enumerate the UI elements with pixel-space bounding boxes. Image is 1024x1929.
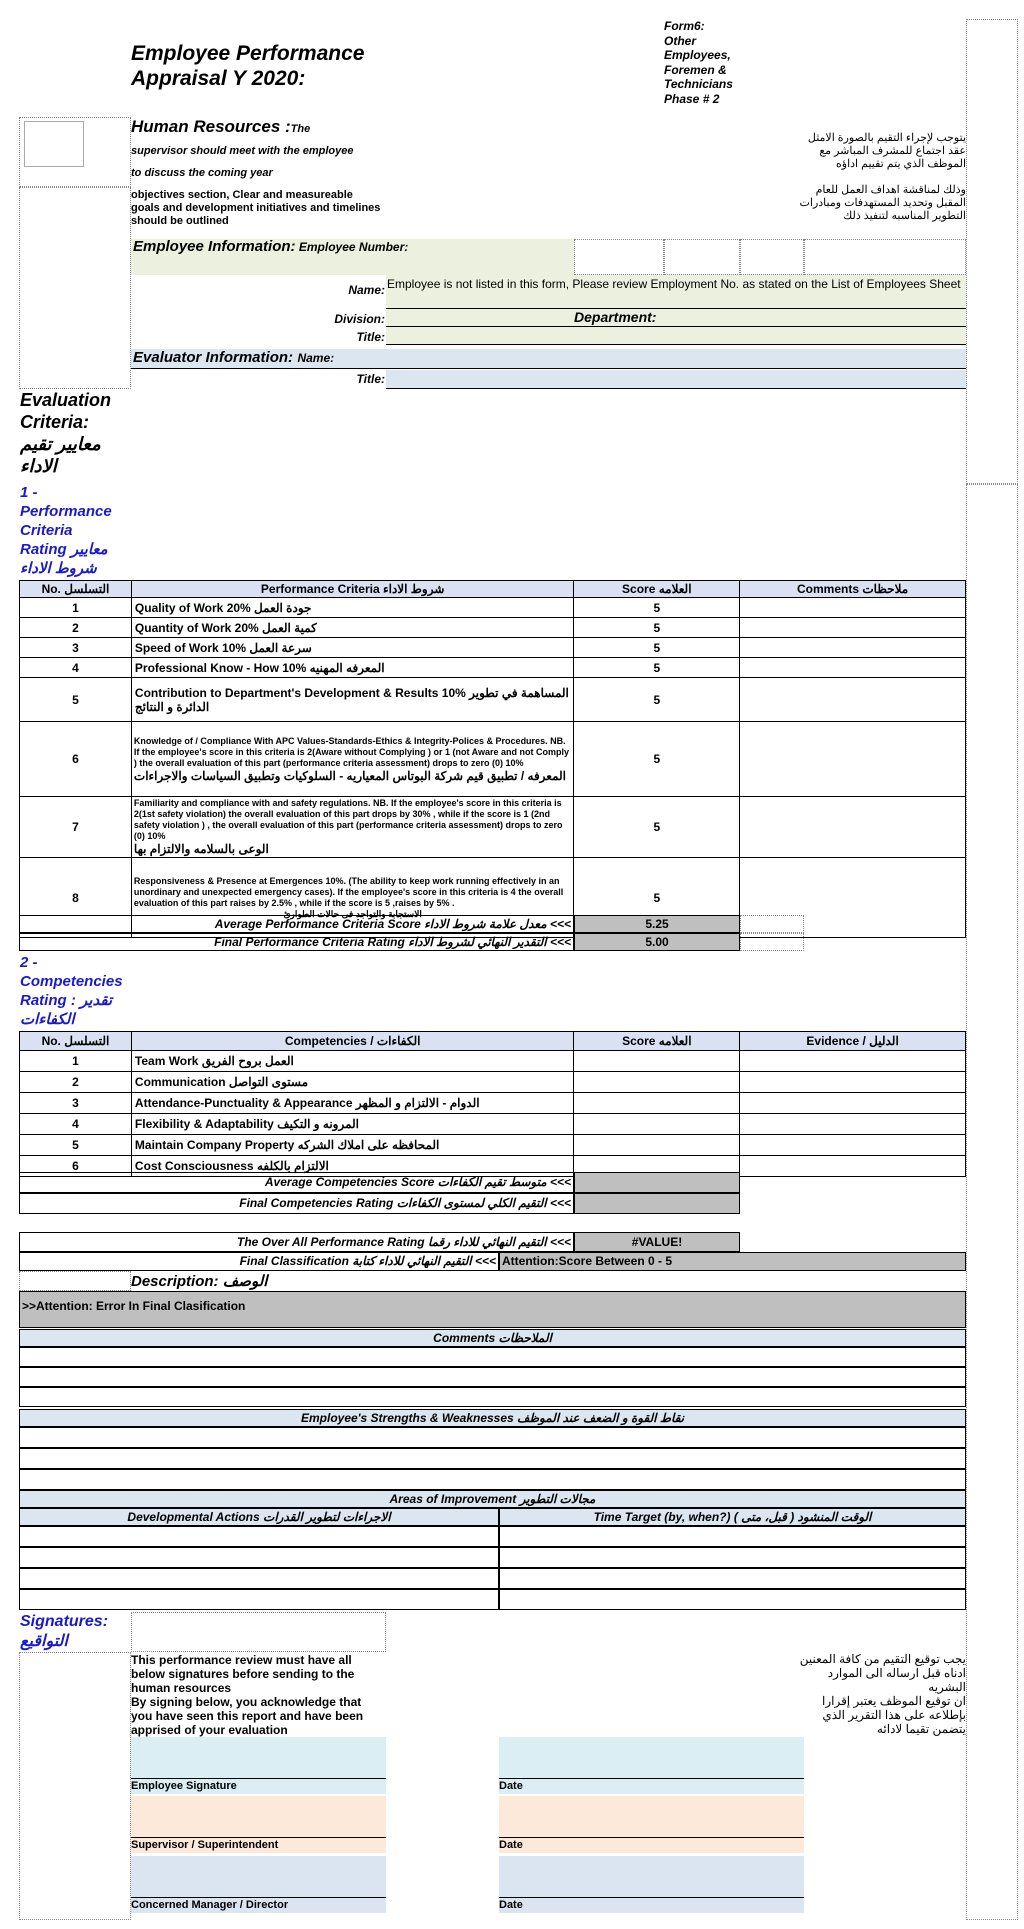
manager-date-field[interactable] [499,1856,804,1898]
score-cell[interactable] [574,1135,740,1156]
col-header-score: Score العلامه [574,581,740,598]
improvement-header: Areas of Improvement مجالات التطوير [19,1490,966,1508]
avg-competencies-label: Average Competencies Score متوسط تقيم الكفاءات <<< [19,1172,574,1193]
evidence-cell[interactable] [740,1072,966,1093]
action-cell[interactable] [19,1568,499,1589]
employee-signature-label: Employee Signature [131,1779,386,1794]
table-row: 3 Attendance-Punctuality & Appearance الدوام - الالتزام و المظهر [20,1093,966,1114]
final-perf-side-cell [740,933,804,951]
comment-cell[interactable] [740,598,966,618]
score-cell[interactable]: 5 [574,858,740,938]
evaluation-criteria-title: Evaluation Criteria: معايير تقيم الاداء [20,390,112,476]
evidence-cell[interactable] [740,1114,966,1135]
table-row: 3 Speed of Work 10% سرعة العمل 5 [20,638,966,658]
evidence-cell[interactable] [740,1156,966,1177]
overall-rating-label: The Over All Performance Rating التقيم النهائي للاداء رقما <<< [19,1232,574,1252]
left-margin-cells [19,187,131,389]
avg-performance-value: 5.25 [574,915,740,933]
comments-header: Comments الملاحظات [19,1329,966,1347]
hr-arabic-1: يتوجب لإجراء التقيم بالصورة الامثل عقد اجتماع للمشرف المباشر مع الموظف الذي يتم تقييم اداؤه [807,132,966,170]
department-label: Department: [574,309,657,325]
employee-info-header: Employee Information: Employee Number: [131,239,574,275]
table-row: 5 Contribution to Department's Development & Results 10% المساهمة في تطوير الدائرة و النتائج 5 [20,678,966,722]
score-cell[interactable]: 5 [574,598,740,618]
score-cell[interactable] [574,1051,740,1072]
target-cell[interactable] [499,1547,966,1568]
employee-number-cell-2 [664,239,740,275]
comment-cell[interactable] [740,618,966,638]
hr-section: Human Resources :The supervisor should meet with the employee to discuss the coming year objectives section, Clear and measureable goals and development initiatives and timelines should be outlined [131,117,381,227]
final-performance-value: 5.00 [574,933,740,951]
strengths-line-3[interactable] [19,1469,966,1490]
target-cell[interactable] [499,1568,966,1589]
table-row: 6 Knowledge of / Compliance With APC Values-Standards-Ethics & Integrity-Polices & Procedures. NB. If the employee's score in this criteria is 2(Aware without Complying ) or 1 (not Aware and not Comply ) the overall evaluation of this part (performance criteria assessment) drops to zero (0) 10% المعرفه / تطبيق قيم شركة البوتاس المعياريه - السلوكيات وتطبيق السياسات والاجراءات 5 [20,722,966,797]
employee-title-field[interactable] [386,327,966,345]
comments-line-3[interactable] [19,1387,966,1407]
score-cell[interactable]: 5 [574,797,740,858]
employee-date-field[interactable] [499,1737,804,1779]
table-row: 2 Quantity of Work 20% كمية العمل 5 [20,618,966,638]
signature-top-cell [131,1612,386,1652]
final-competencies-label: Final Competencies Rating التقيم الكلي لمستوى الكفاءات <<< [19,1193,574,1214]
description-left-cell [19,1271,131,1291]
hr-arabic-2: وذلك لمناقشة اهداف العمل للعام المقبل وتحديد المستهدفات ومبادرات التطوير المناسبه لتنفيذ ذلك [799,184,966,222]
col-header-comments: Comments ملاحظات [740,581,966,598]
employee-date-label: Date [499,1779,804,1794]
col-header-evidence: Evidence / الدليل [740,1032,966,1051]
action-cell[interactable] [19,1589,499,1610]
form-label: Form6: Other Employees, Foremen & Technicians Phase # 2 [664,19,733,106]
comment-cell[interactable] [740,638,966,658]
col-header-no: No. التسلسل [20,581,132,598]
employee-signature-field[interactable] [131,1737,386,1779]
comment-cell[interactable] [740,678,966,722]
evidence-cell[interactable] [740,1051,966,1072]
table-row: 7 Familiarity and compliance with and safety regulations. NB. If the employee's score in this criteria is 2(1st safety violation) the overall evaluation of this part drops by 30% , while if the score is 1 (2nd safety violation ) , the overall evaluation of this part (performance criteria assessment) drops to zero (0) 10% الوعى بالسلامه والالتزام بها 5 [20,797,966,858]
score-cell[interactable] [574,1072,740,1093]
evidence-cell[interactable] [740,1135,966,1156]
logo-placeholder [19,117,131,187]
table-row: 1 Team Work العمل بروح الفريق [20,1051,966,1072]
employee-number-cell-4 [804,239,966,275]
strengths-header: Employee's Strengths & Weaknesses نقاط القوة و الضعف عند الموظف [19,1409,966,1427]
evidence-cell[interactable] [740,1093,966,1114]
performance-criteria-table [19,580,966,938]
employee-title-label: Title: [356,330,385,344]
manager-signature-field[interactable] [131,1856,386,1898]
target-cell[interactable] [499,1526,966,1547]
signature-left-cells [19,1652,131,1920]
table-row: 1 Quality of Work 20% جودة العمل 5 [20,598,966,618]
competencies-subtitle: 2 - Competencies Rating : تقدير الكفاءات [20,954,123,1028]
signature-instructions: This performance review must have all below signatures before sending to the human resources By signing below, you acknowledge that you have seen this report and have been apprised of your evaluation [131,1653,364,1737]
avg-perf-side-cell [740,915,804,933]
right-margin-column [966,19,1018,484]
col-header-score: Score العلامه [574,1032,740,1051]
table-row: 4 Professional Know - How 10% المعرفه المهنيه 5 [20,658,966,678]
evaluator-title-field[interactable] [386,370,966,389]
col-header-competencies: Competencies / الكفاءات [131,1032,574,1051]
table-row: 5 Maintain Company Property المحافظه على املاك الشركه [20,1135,966,1156]
final-performance-label: Final Performance Criteria Rating التقدير النهائي لشروط الاداء <<< [19,933,574,951]
overall-rating-value: #VALUE! [574,1232,740,1252]
supervisor-date-label: Date [499,1838,804,1853]
table-row: 6 Cost Consciousness الالتزام بالكلفه [20,1156,966,1177]
developmental-actions-header: Developmental Actions الاجراءات لتطوير القدرات [19,1508,499,1526]
employee-name-field[interactable]: Employee is not listed in this form, Please review Employment No. as stated on the List of Employees Sheet [386,275,966,309]
description-label: Description: الوصف [131,1273,268,1290]
score-cell[interactable]: 5 [574,722,740,797]
signatures-title: Signatures: التواقيع [20,1613,109,1650]
comments-line-1[interactable] [19,1347,966,1367]
final-classification-label: Final Classification التقيم النهائي للاداء كتابة <<< [19,1252,499,1271]
employee-number-field[interactable] [574,239,664,275]
comments-line-2[interactable] [19,1367,966,1387]
supervisor-date-field[interactable] [499,1796,804,1838]
score-cell[interactable] [574,1114,740,1135]
name-label: Name: [348,283,385,297]
right-margin-column-lower [966,484,1018,1920]
supervisor-signature-field[interactable] [131,1796,386,1838]
time-target-header: Time Target (by, when?) ( الوقت المنشود ( قبل، متى [499,1508,966,1526]
signature-arabic-note: يجب توقيع التقيم من كافة المعنين ادناه قبل ارساله الى الموارد البشريه ان توقيع الموظف يعتبر إقرارا بإطلاعه على هذا التقرير الذي يتضمن تقيما لادائه [799,1652,966,1736]
target-cell[interactable] [499,1589,966,1610]
table-row: 8 Responsiveness & Presence at Emergences 10%. (The ability to keep work running effectively in an unordinary and unexpected emergency cases). If the employee's score in this criteria is 4 the overall evaluation of this part raises by 2.5% , while if the score is 5 ,raises by 5% . الاستجابة والتواجد فى حالات الطوارئ 5 [20,858,966,938]
score-cell[interactable]: 5 [574,618,740,638]
col-header-criteria: Performance Criteria شروط الاداء [131,581,573,598]
performance-criteria-subtitle: 1 - Performance Criteria Rating معايير شروط الاداء [20,484,112,577]
comment-cell[interactable] [740,797,966,858]
final-competencies-value [574,1193,740,1214]
score-cell[interactable]: 5 [574,638,740,658]
employee-number-cell-3 [740,239,804,275]
action-cell[interactable] [19,1526,499,1547]
evaluator-info-header: Evaluator Information: Name: [131,349,966,369]
division-field[interactable] [386,309,966,327]
manager-date-label: Date [499,1898,804,1913]
competencies-table [19,1031,966,1177]
action-cell[interactable] [19,1547,499,1568]
strengths-line-2[interactable] [19,1448,966,1469]
page-title: Employee Performance Appraisal Y 2020: [131,42,365,90]
comment-cell[interactable] [740,722,966,797]
strengths-line-1[interactable] [19,1427,966,1448]
avg-competencies-value [574,1172,740,1193]
score-cell[interactable]: 5 [574,678,740,722]
score-cell[interactable]: 5 [574,658,740,678]
avg-performance-label: Average Performance Criteria Score معدل علامة شروط الاداء <<< [19,915,574,933]
score-cell[interactable] [574,1093,740,1114]
classification-error-text: >>Attention: Error In Final Clasification [19,1291,966,1328]
comment-cell[interactable] [740,658,966,678]
final-classification-value: Attention:Score Between 0 - 5 [499,1252,966,1271]
table-row: 4 Flexibility & Adaptability المرونه و التكيف [20,1114,966,1135]
supervisor-signature-label: Supervisor / Superintendent [131,1838,386,1853]
manager-signature-label: Concerned Manager / Director [131,1898,386,1913]
table-row: 2 Communication مستوى التواصل [20,1072,966,1093]
col-header-no: No. التسلسل [20,1032,132,1051]
evaluator-title-label: Title: [356,372,385,386]
division-label: Division: [334,312,385,326]
